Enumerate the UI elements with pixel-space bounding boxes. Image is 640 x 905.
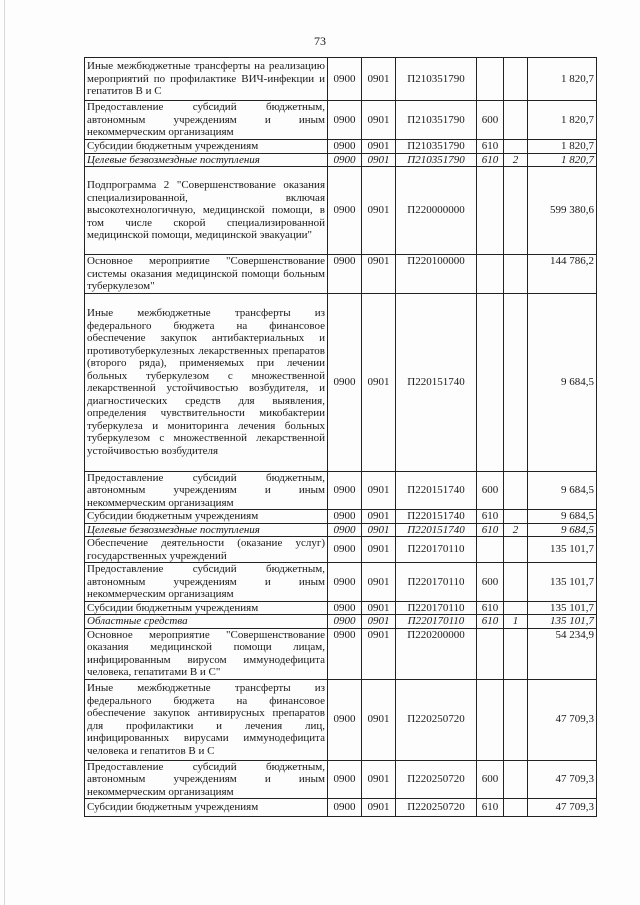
row-amount: 135 101,7: [528, 563, 597, 602]
row-target-article: П210351790: [396, 153, 477, 167]
row-name: Иные межбюджетные трансферты из федерального бюджета на финансовое обеспечение закупок антивирусных препаратов для профилактики и лечения лиц, инфицированных вирусами иммунодефицита человека и гепатитов В и С: [85, 679, 328, 760]
row-expense-type: [477, 167, 504, 255]
row-subsection: 0901: [362, 167, 396, 255]
row-name: Подпрограмма 2 "Совершенствование оказания специализированной, включая высокотехнологичную, медицинской помощи, в том числе скорой специализированной медицинской помощи, медицинской эвакуации": [85, 167, 328, 255]
row-target-article: П220100000: [396, 255, 477, 294]
row-subsection: 0901: [362, 537, 396, 563]
row-target-article: П210351790: [396, 58, 477, 101]
row-target-article: П220250720: [396, 679, 477, 760]
row-amount: 1 820,7: [528, 58, 597, 101]
row-expense-type: [477, 58, 504, 101]
row-amount: 599 380,6: [528, 167, 597, 255]
row-subsection: 0901: [362, 679, 396, 760]
row-name: Обеспечение деятельности (оказание услуг) государственных учреждений: [85, 537, 328, 563]
row-amount: 1 820,7: [528, 140, 597, 154]
table-row: [85, 153, 597, 167]
table-row: [85, 601, 597, 615]
row-subsection: 0901: [362, 255, 396, 294]
row-amount: 135 101,7: [528, 615, 597, 629]
row-amount: 54 234,9: [528, 628, 597, 679]
row-expense-type: [477, 293, 504, 471]
table-row: [85, 471, 597, 510]
row-name: Основное мероприятие "Совершенствование оказания медицинской помощи лицам, инфицированным вирусом иммунодефицита человека, гепатитами В и С": [85, 628, 328, 679]
row-amount: 135 101,7: [528, 537, 597, 563]
table-row: [85, 760, 597, 799]
page-edge: [4, 0, 5, 905]
page-number: 73: [314, 34, 326, 48]
row-amount: 1 820,7: [528, 153, 597, 167]
row-funding-source: [504, 471, 528, 510]
row-subsection: 0901: [362, 563, 396, 602]
row-amount: 47 709,3: [528, 799, 597, 817]
row-amount: 47 709,3: [528, 760, 597, 799]
row-section: 0900: [328, 167, 362, 255]
row-name: Субсидии бюджетным учреждениям: [85, 799, 328, 817]
row-subsection: 0901: [362, 510, 396, 524]
row-section: 0900: [328, 523, 362, 537]
row-section: 0900: [328, 153, 362, 167]
row-expense-type: 610: [477, 799, 504, 817]
row-section: 0900: [328, 799, 362, 817]
row-funding-source: [504, 293, 528, 471]
row-expense-type: [477, 679, 504, 760]
row-target-article: П220170110: [396, 601, 477, 615]
row-target-article: П220170110: [396, 615, 477, 629]
row-section: 0900: [328, 58, 362, 101]
row-funding-source: [504, 537, 528, 563]
row-target-article: П210351790: [396, 101, 477, 140]
row-section: 0900: [328, 628, 362, 679]
row-name: Предоставление субсидий бюджетным, автономным учреждениям и иным некоммерческим организациям: [85, 471, 328, 510]
row-funding-source: [504, 679, 528, 760]
row-expense-type: 610: [477, 523, 504, 537]
row-amount: 1 820,7: [528, 101, 597, 140]
table-row: [85, 537, 597, 563]
row-expense-type: [477, 628, 504, 679]
row-amount: 9 684,5: [528, 293, 597, 471]
row-subsection: 0901: [362, 615, 396, 629]
row-target-article: П220170110: [396, 563, 477, 602]
row-section: 0900: [328, 510, 362, 524]
row-target-article: П220151740: [396, 471, 477, 510]
row-expense-type: 610: [477, 601, 504, 615]
row-target-article: П220250720: [396, 799, 477, 817]
row-name: Областные средства: [85, 615, 328, 629]
row-expense-type: [477, 255, 504, 294]
row-section: 0900: [328, 101, 362, 140]
row-section: 0900: [328, 601, 362, 615]
row-funding-source: 2: [504, 153, 528, 167]
row-subsection: 0901: [362, 293, 396, 471]
row-amount: 9 684,5: [528, 471, 597, 510]
row-expense-type: [477, 537, 504, 563]
table-row: [85, 58, 597, 101]
row-funding-source: [504, 628, 528, 679]
row-target-article: П220200000: [396, 628, 477, 679]
row-amount: 135 101,7: [528, 601, 597, 615]
row-subsection: 0901: [362, 140, 396, 154]
table-row: [85, 628, 597, 679]
budget-table: [84, 57, 597, 817]
row-target-article: П220151740: [396, 293, 477, 471]
table-body: [85, 58, 597, 817]
row-target-article: П220151740: [396, 510, 477, 524]
row-section: 0900: [328, 140, 362, 154]
row-expense-type: 610: [477, 140, 504, 154]
row-funding-source: [504, 101, 528, 140]
row-funding-source: [504, 58, 528, 101]
row-name: Субсидии бюджетным учреждениям: [85, 601, 328, 615]
row-subsection: 0901: [362, 101, 396, 140]
table-row: [85, 563, 597, 602]
row-target-article: П220151740: [396, 523, 477, 537]
row-amount: 9 684,5: [528, 523, 597, 537]
row-target-article: П220170110: [396, 537, 477, 563]
table-row: [85, 615, 597, 629]
row-subsection: 0901: [362, 471, 396, 510]
row-funding-source: [504, 799, 528, 817]
row-name: Основное мероприятие "Совершенствование системы оказания медицинской помощи больным туберкулезом": [85, 255, 328, 294]
row-section: 0900: [328, 293, 362, 471]
table-row: [85, 293, 597, 471]
row-funding-source: [504, 255, 528, 294]
row-name: Предоставление субсидий бюджетным, автономным учреждениям и иным некоммерческим организациям: [85, 563, 328, 602]
row-target-article: П210351790: [396, 140, 477, 154]
row-name: Субсидии бюджетным учреждениям: [85, 510, 328, 524]
row-name: Целевые безвозмездные поступления: [85, 523, 328, 537]
table-row: [85, 510, 597, 524]
row-subsection: 0901: [362, 153, 396, 167]
row-name: Предоставление субсидий бюджетным, автономным учреждениям и иным некоммерческим организациям: [85, 760, 328, 799]
row-name: Целевые безвозмездные поступления: [85, 153, 328, 167]
row-expense-type: 600: [477, 563, 504, 602]
row-funding-source: [504, 563, 528, 602]
row-subsection: 0901: [362, 799, 396, 817]
row-amount: 144 786,2: [528, 255, 597, 294]
table-row: [85, 167, 597, 255]
row-name: Предоставление субсидий бюджетным, автономным учреждениям и иным некоммерческим организациям: [85, 101, 328, 140]
row-name: Иные межбюджетные трансферты из федерального бюджета на финансовое обеспечение закупок антибактериальных и противотуберкулезных лекарственных препаратов (второго ряда), применяемых при лечении больных туберкулезом с множественной лекарственной устойчивостью возбудителя, и диагностических средств для выявления, определения чувствительности микобактерии туберкулеза и мониторинга лечения больных туберкулезом с множественной лекарственной устойчивостью возбудителя: [85, 293, 328, 471]
row-expense-type: 600: [477, 101, 504, 140]
row-amount: 9 684,5: [528, 510, 597, 524]
table-row: [85, 523, 597, 537]
row-expense-type: 610: [477, 153, 504, 167]
row-section: 0900: [328, 537, 362, 563]
row-section: 0900: [328, 471, 362, 510]
row-expense-type: 600: [477, 760, 504, 799]
row-name: Субсидии бюджетным учреждениям: [85, 140, 328, 154]
row-section: 0900: [328, 679, 362, 760]
table-row: [85, 799, 597, 817]
row-subsection: 0901: [362, 601, 396, 615]
row-subsection: 0901: [362, 760, 396, 799]
row-funding-source: [504, 140, 528, 154]
row-expense-type: 610: [477, 615, 504, 629]
row-funding-source: [504, 510, 528, 524]
row-funding-source: [504, 760, 528, 799]
row-section: 0900: [328, 563, 362, 602]
row-funding-source: 2: [504, 523, 528, 537]
row-subsection: 0901: [362, 58, 396, 101]
row-funding-source: [504, 601, 528, 615]
table-row: [85, 140, 597, 154]
row-section: 0900: [328, 760, 362, 799]
row-target-article: П220000000: [396, 167, 477, 255]
row-subsection: 0901: [362, 523, 396, 537]
row-target-article: П220250720: [396, 760, 477, 799]
row-expense-type: 600: [477, 471, 504, 510]
table-row: [85, 101, 597, 140]
row-name: Иные межбюджетные трансферты на реализацию мероприятий по профилактике ВИЧ-инфекции и гепатитов В и С: [85, 58, 328, 101]
row-funding-source: 1: [504, 615, 528, 629]
row-expense-type: 610: [477, 510, 504, 524]
row-section: 0900: [328, 255, 362, 294]
row-section: 0900: [328, 615, 362, 629]
table-row: [85, 679, 597, 760]
row-subsection: 0901: [362, 628, 396, 679]
row-funding-source: [504, 167, 528, 255]
table-row: [85, 255, 597, 294]
row-amount: 47 709,3: [528, 679, 597, 760]
